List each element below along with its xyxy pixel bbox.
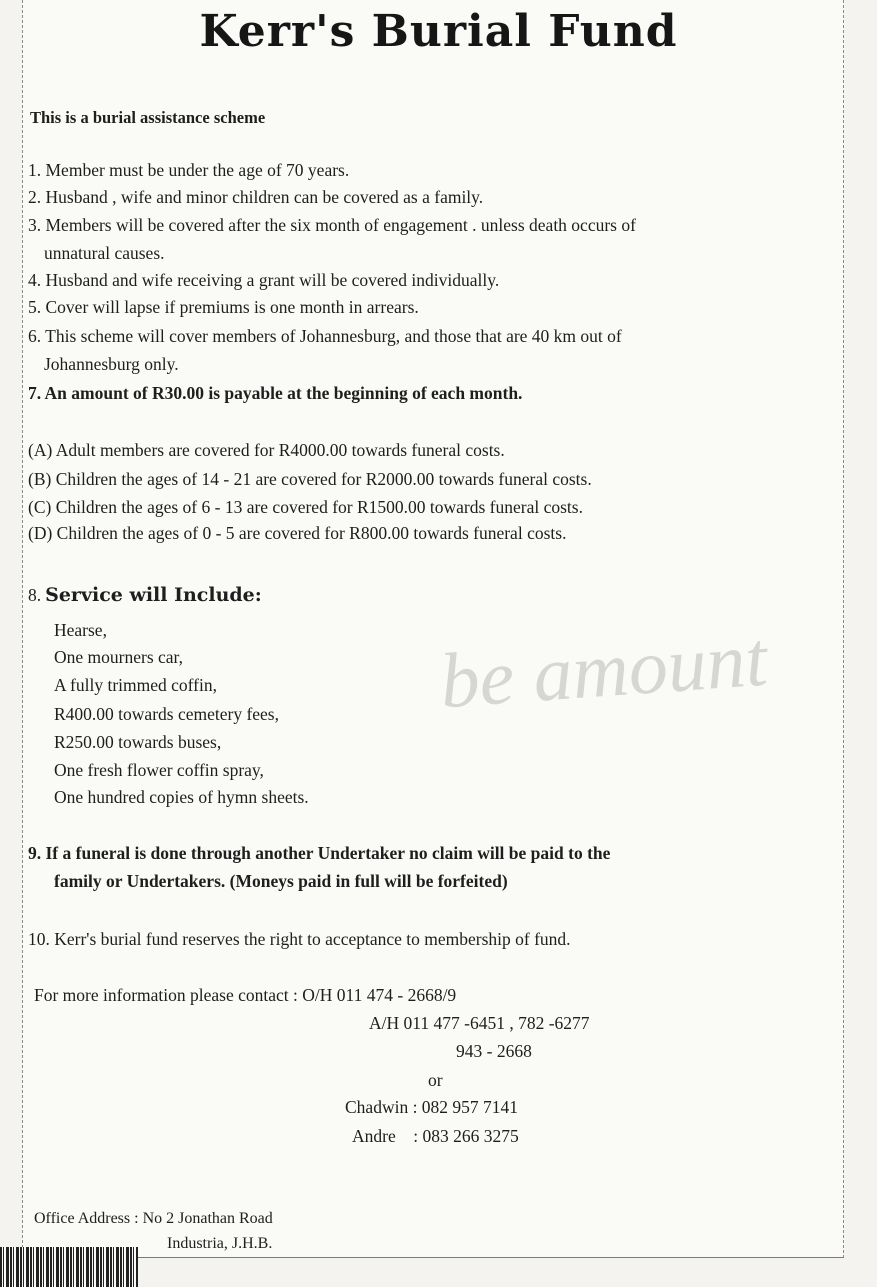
rule-6-cont: Johannesburg only. (44, 354, 179, 374)
rule-2: 2. Husband , wife and minor children can be covered as a family. (28, 187, 484, 207)
rule-5: 5. Cover will lapse if premiums is one month in arrears. (28, 297, 419, 317)
rule-6: 6. This scheme will cover members of Johannesburg, and those that are 40 km out of (28, 326, 622, 346)
office-address-line2: Industria, J.H.B. (167, 1235, 273, 1252)
cover-d: (D) Children the ages of 0 - 5 are covered for R800.00 towards funeral costs. (28, 523, 567, 543)
service-heading: Service will Include: (45, 584, 262, 606)
rule-10: 10. Kerr's burial fund reserves the right to acceptance to membership of fund. (28, 929, 571, 949)
cover-a: (A) Adult members are covered for R4000.00 towards funeral costs. (28, 440, 505, 460)
rule-9-cont: family or Undertakers. (Moneys paid in full will be forfeited) (54, 871, 508, 891)
service-item: One mourners car, (54, 647, 184, 667)
contact-andre: Andre : 083 266 3275 (352, 1126, 519, 1146)
cover-b: (B) Children the ages of 14 - 21 are covered for R2000.00 towards funeral costs. (28, 469, 592, 489)
contact-ah: A/H 011 477 -6451 , 782 -6277 (369, 1013, 590, 1033)
service-item: R250.00 towards buses, (54, 732, 222, 752)
service-item: A fully trimmed coffin, (54, 675, 217, 695)
contact-or: or (428, 1070, 443, 1090)
page-title: Kerr's Burial Fund (199, 6, 678, 57)
service-item: One hundred copies of hymn sheets. (54, 787, 309, 807)
contact-chadwin: Chadwin : 082 957 7141 (345, 1097, 519, 1117)
watermark: be amount (437, 614, 770, 725)
service-item: Hearse, (54, 620, 107, 640)
cover-c: (C) Children the ages of 6 - 13 are covered for R1500.00 towards funeral costs. (28, 497, 583, 517)
rule-7: 7. An amount of R30.00 is payable at the beginning of each month. (28, 383, 523, 403)
rule-9: 9. If a funeral is done through another Undertaker no claim will be paid to the (28, 843, 611, 863)
office-address: Office Address : No 2 Jonathan Road (34, 1210, 273, 1227)
rule-4: 4. Husband and wife receiving a grant will be covered individually. (28, 270, 500, 290)
rule-3-cont: unnatural causes. (44, 243, 165, 263)
contact-ah2: 943 - 2668 (456, 1041, 532, 1061)
service-item: R400.00 towards cemetery fees, (54, 704, 279, 724)
service-number: 8. (28, 585, 42, 605)
barcode-image (0, 1247, 138, 1287)
service-item: One fresh flower coffin spray, (54, 760, 264, 780)
service-heading-row (28, 584, 262, 606)
scheme-subtitle: This is a burial assistance scheme (30, 108, 266, 127)
rule-1: 1. Member must be under the age of 70 years. (28, 160, 350, 180)
contact-intro: For more information please contact : O/H 011 474 - 2668/9 (34, 985, 457, 1005)
rule-3: 3. Members will be covered after the six month of engagement . unless death occurs of (28, 215, 636, 235)
